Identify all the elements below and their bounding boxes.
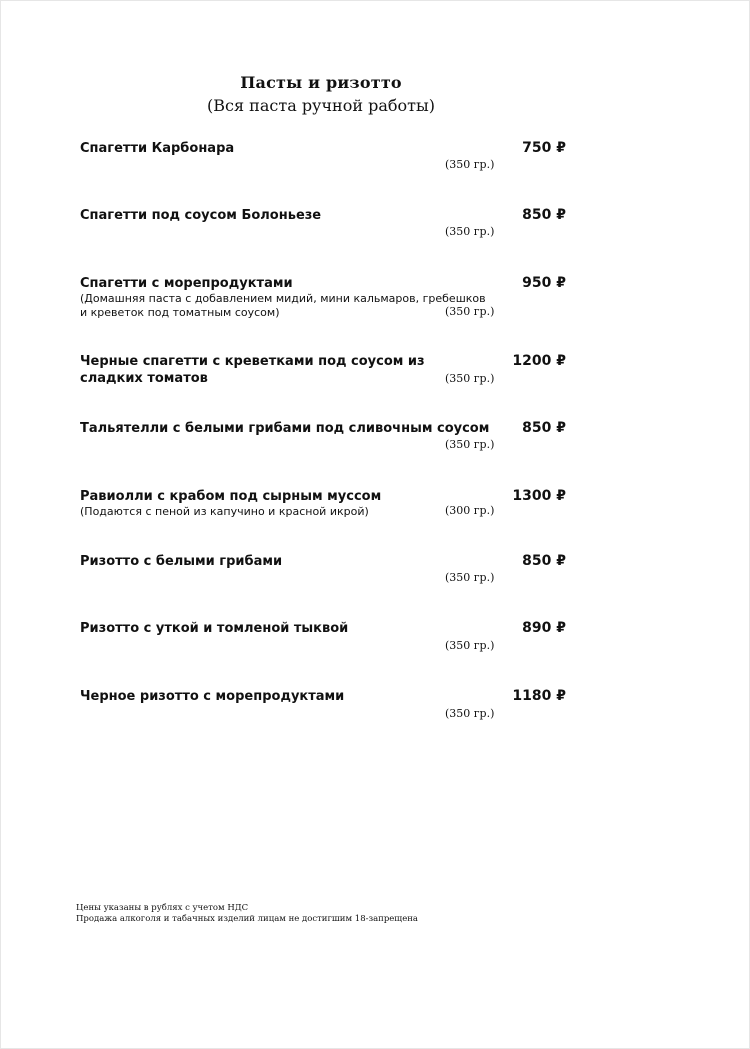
menu-item-weight: (300 гр.) — [445, 504, 495, 517]
menu-item-name: Ризотто с белыми грибами — [80, 554, 283, 569]
menu-item-price: 750 ₽ — [522, 140, 566, 156]
menu-item-name: Спагетти с морепродуктами — [80, 276, 293, 291]
menu-item-name: Спагетти Карбонара — [80, 141, 235, 156]
menu-item-price: 850 ₽ — [522, 420, 566, 436]
page-subtitle: (Вся паста ручной работы) — [207, 96, 435, 115]
menu-item-price: 890 ₽ — [522, 620, 566, 636]
menu-item-weight: (350 гр.) — [445, 438, 495, 451]
menu-item-weight: (350 гр.) — [445, 305, 495, 318]
menu-item-name: Тальятелли с белыми грибами под сливочным соусом — [80, 421, 490, 436]
menu-item-weight: (350 гр.) — [445, 571, 495, 584]
menu-item-price: 1200 ₽ — [512, 353, 566, 369]
menu-item-price: 950 ₽ — [522, 275, 566, 291]
menu-item-price: 1300 ₽ — [512, 488, 566, 504]
menu-item-name: Черное ризотто с морепродуктами — [80, 689, 345, 704]
menu-item-weight: (350 гр.) — [445, 158, 495, 171]
menu-item-name: Ризотто с уткой и томленой тыквой — [80, 621, 349, 636]
menu-item-weight: (350 гр.) — [445, 225, 495, 238]
menu-item-weight: (350 гр.) — [445, 372, 495, 385]
menu-item-name: Черные спагетти с креветками под соусом из сладких томатов — [80, 354, 425, 386]
menu-item-price: 850 ₽ — [522, 207, 566, 223]
menu-item-name: Равиолли с крабом под сырным муссом — [80, 489, 382, 504]
menu-item-price: 850 ₽ — [522, 553, 566, 569]
footer-notes — [76, 903, 418, 925]
menu-item-weight: (350 гр.) — [445, 639, 495, 652]
menu-item-description: (Домашняя паста с добавлением мидий, мини кальмаров, гребешков и креветок под томатным соусом) — [80, 292, 486, 319]
menu-item-name: Спагетти под соусом Болоньезе — [80, 208, 322, 223]
footer-alcohol-note: Продажа алкоголя и табачных изделий лицам не достигшим 18-запрещена — [76, 914, 418, 924]
menu-item-price: 1180 ₽ — [512, 688, 566, 704]
footer-vat-note: Цены указаны в рублях с учетом НДС — [76, 903, 249, 913]
page-title: Пасты и ризотто — [240, 73, 402, 92]
menu-item-weight: (350 гр.) — [445, 707, 495, 720]
menu-item-description: (Подаются с пеной из капучино и красной икрой) — [80, 505, 369, 518]
